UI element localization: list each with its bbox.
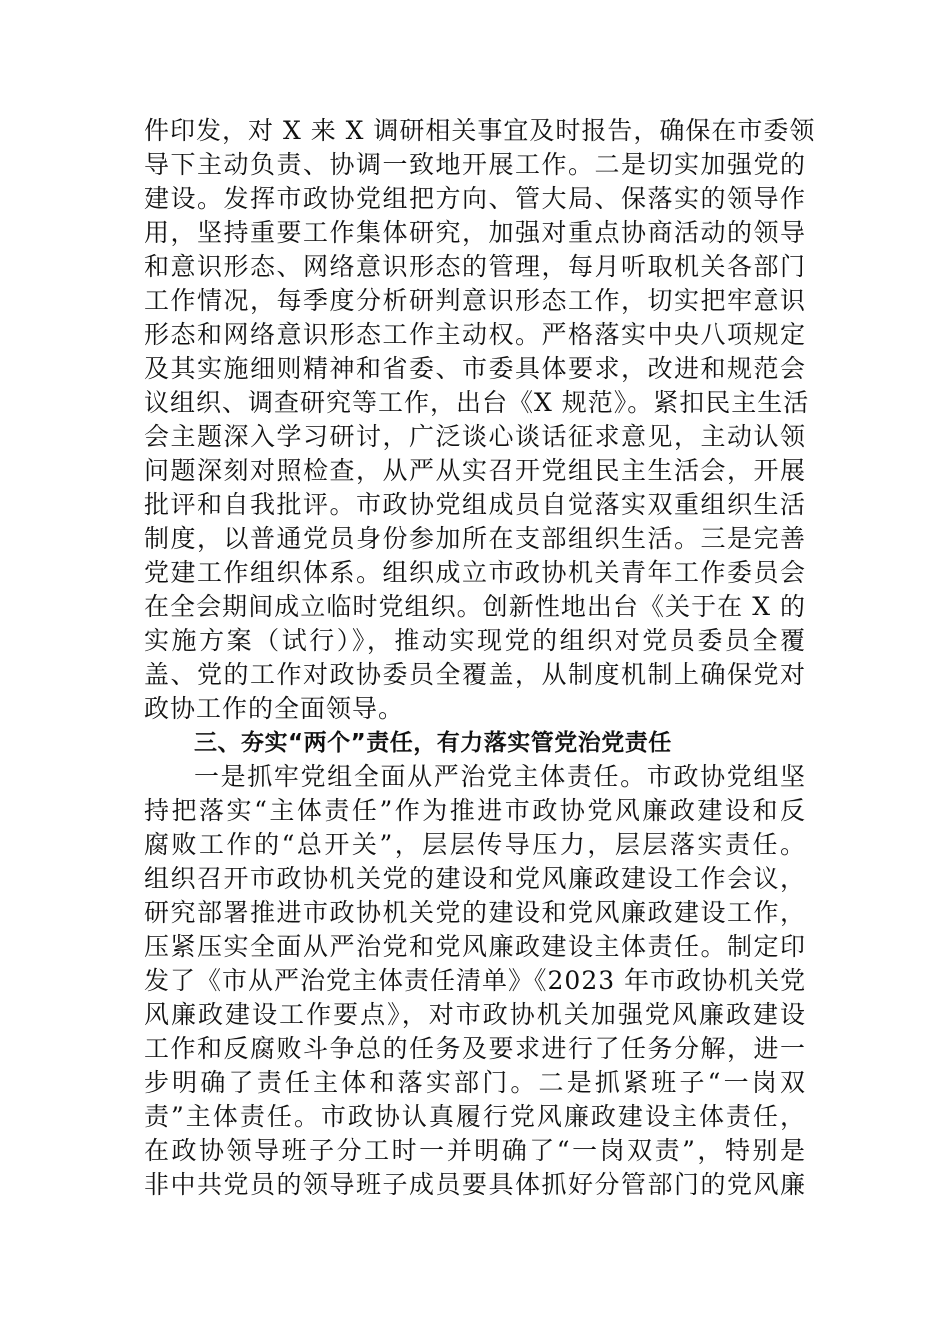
text-line: 建设。发挥市政协党组把方向、管大局、保落实的领导作	[144, 184, 806, 213]
text-line: 压紧压实全面从严治党和党风廉政建设主体责任。制定印	[144, 932, 806, 961]
text-line: 和意识形态、网络意识形态的管理，每月听取机关各部门	[144, 252, 806, 281]
text-line: 步明确了责任主体和落实部门。二是抓紧班子“一岗双	[144, 1068, 806, 1097]
text-line: 实施方案（试行）》，推动实现党的组织对党员委员全覆	[144, 626, 806, 655]
text-line: 形态和网络意识形态工作主动权。严格落实中央八项规定	[144, 320, 806, 349]
text-line: 盖、党的工作对政协委员全覆盖，从制度机制上确保党对	[144, 660, 806, 689]
text-line: 责”主体责任。市政协认真履行党风廉政建设主体责任，	[144, 1102, 806, 1131]
text-line: 腐败工作的“总开关”，层层传导压力，层层落实责任。	[144, 830, 806, 859]
paragraph-2	[144, 760, 806, 1202]
text-line: 在全会期间成立临时党组织。创新性地出台《关于在 X 的	[144, 592, 806, 621]
text-line: 组织召开市政协机关党的建设和党风廉政建设工作会议，	[144, 864, 806, 893]
paragraph-1	[144, 114, 816, 726]
text-line: 制度，以普通党员身份参加所在支部组织生活。三是完善	[144, 524, 806, 553]
text-line: 工作情况，每季度分析研判意识形态工作，切实把牢意识	[144, 286, 806, 315]
text-line: 风廉政建设工作要点》，对市政协机关加强党风廉政建设	[144, 1000, 806, 1029]
text-line: 会主题深入学习研讨，广泛谈心谈话征求意见，主动认领	[144, 422, 806, 451]
section-heading: 三、夯实“两个”责任，有力落实管党治党责任	[194, 730, 672, 756]
text-line: 持把落实“主体责任”作为推进市政协党风廉政建设和反	[144, 796, 806, 825]
text-line: 一是抓牢党组全面从严治党主体责任。市政协党组坚	[194, 762, 806, 791]
text-line: 导下主动负责、协调一致地开展工作。二是切实加强党的	[144, 150, 806, 179]
text-line: 工作和反腐败斗争总的任务及要求进行了任务分解，进一	[144, 1034, 806, 1063]
text-line: 党建工作组织体系。组织成立市政协机关青年工作委员会	[144, 558, 806, 587]
text-line: 件印发，对 X 来 X 调研相关事宜及时报告，确保在市委领	[144, 116, 816, 145]
text-line: 议组织、调查研究等工作，出台《X 规范》。紧扣民主生活	[144, 388, 810, 417]
text-line: 问题深刻对照检查，从严从实召开党组民主生活会，开展	[144, 456, 806, 485]
text-line: 用，坚持重要工作集体研究，加强对重点协商活动的领导	[144, 218, 806, 247]
body-text	[144, 114, 816, 1202]
text-line: 及其实施细则精神和省委、市委具体要求，改进和规范会	[144, 354, 806, 383]
text-line: 批评和自我批评。市政协党组成员自觉落实双重组织生活	[144, 490, 806, 519]
text-line: 在政协领导班子分工时一并明确了“一岗双责”，特别是	[144, 1136, 806, 1165]
text-line: 研究部署推进市政协机关党的建设和党风廉政建设工作，	[144, 898, 806, 927]
text-line: 政协工作的全面领导。	[144, 694, 405, 723]
text-line: 非中共党员的领导班子成员要具体抓好分管部门的党风廉	[144, 1170, 806, 1199]
text-line: 发了《市从严治党主体责任清单》《2023 年市政协机关党	[144, 966, 807, 995]
